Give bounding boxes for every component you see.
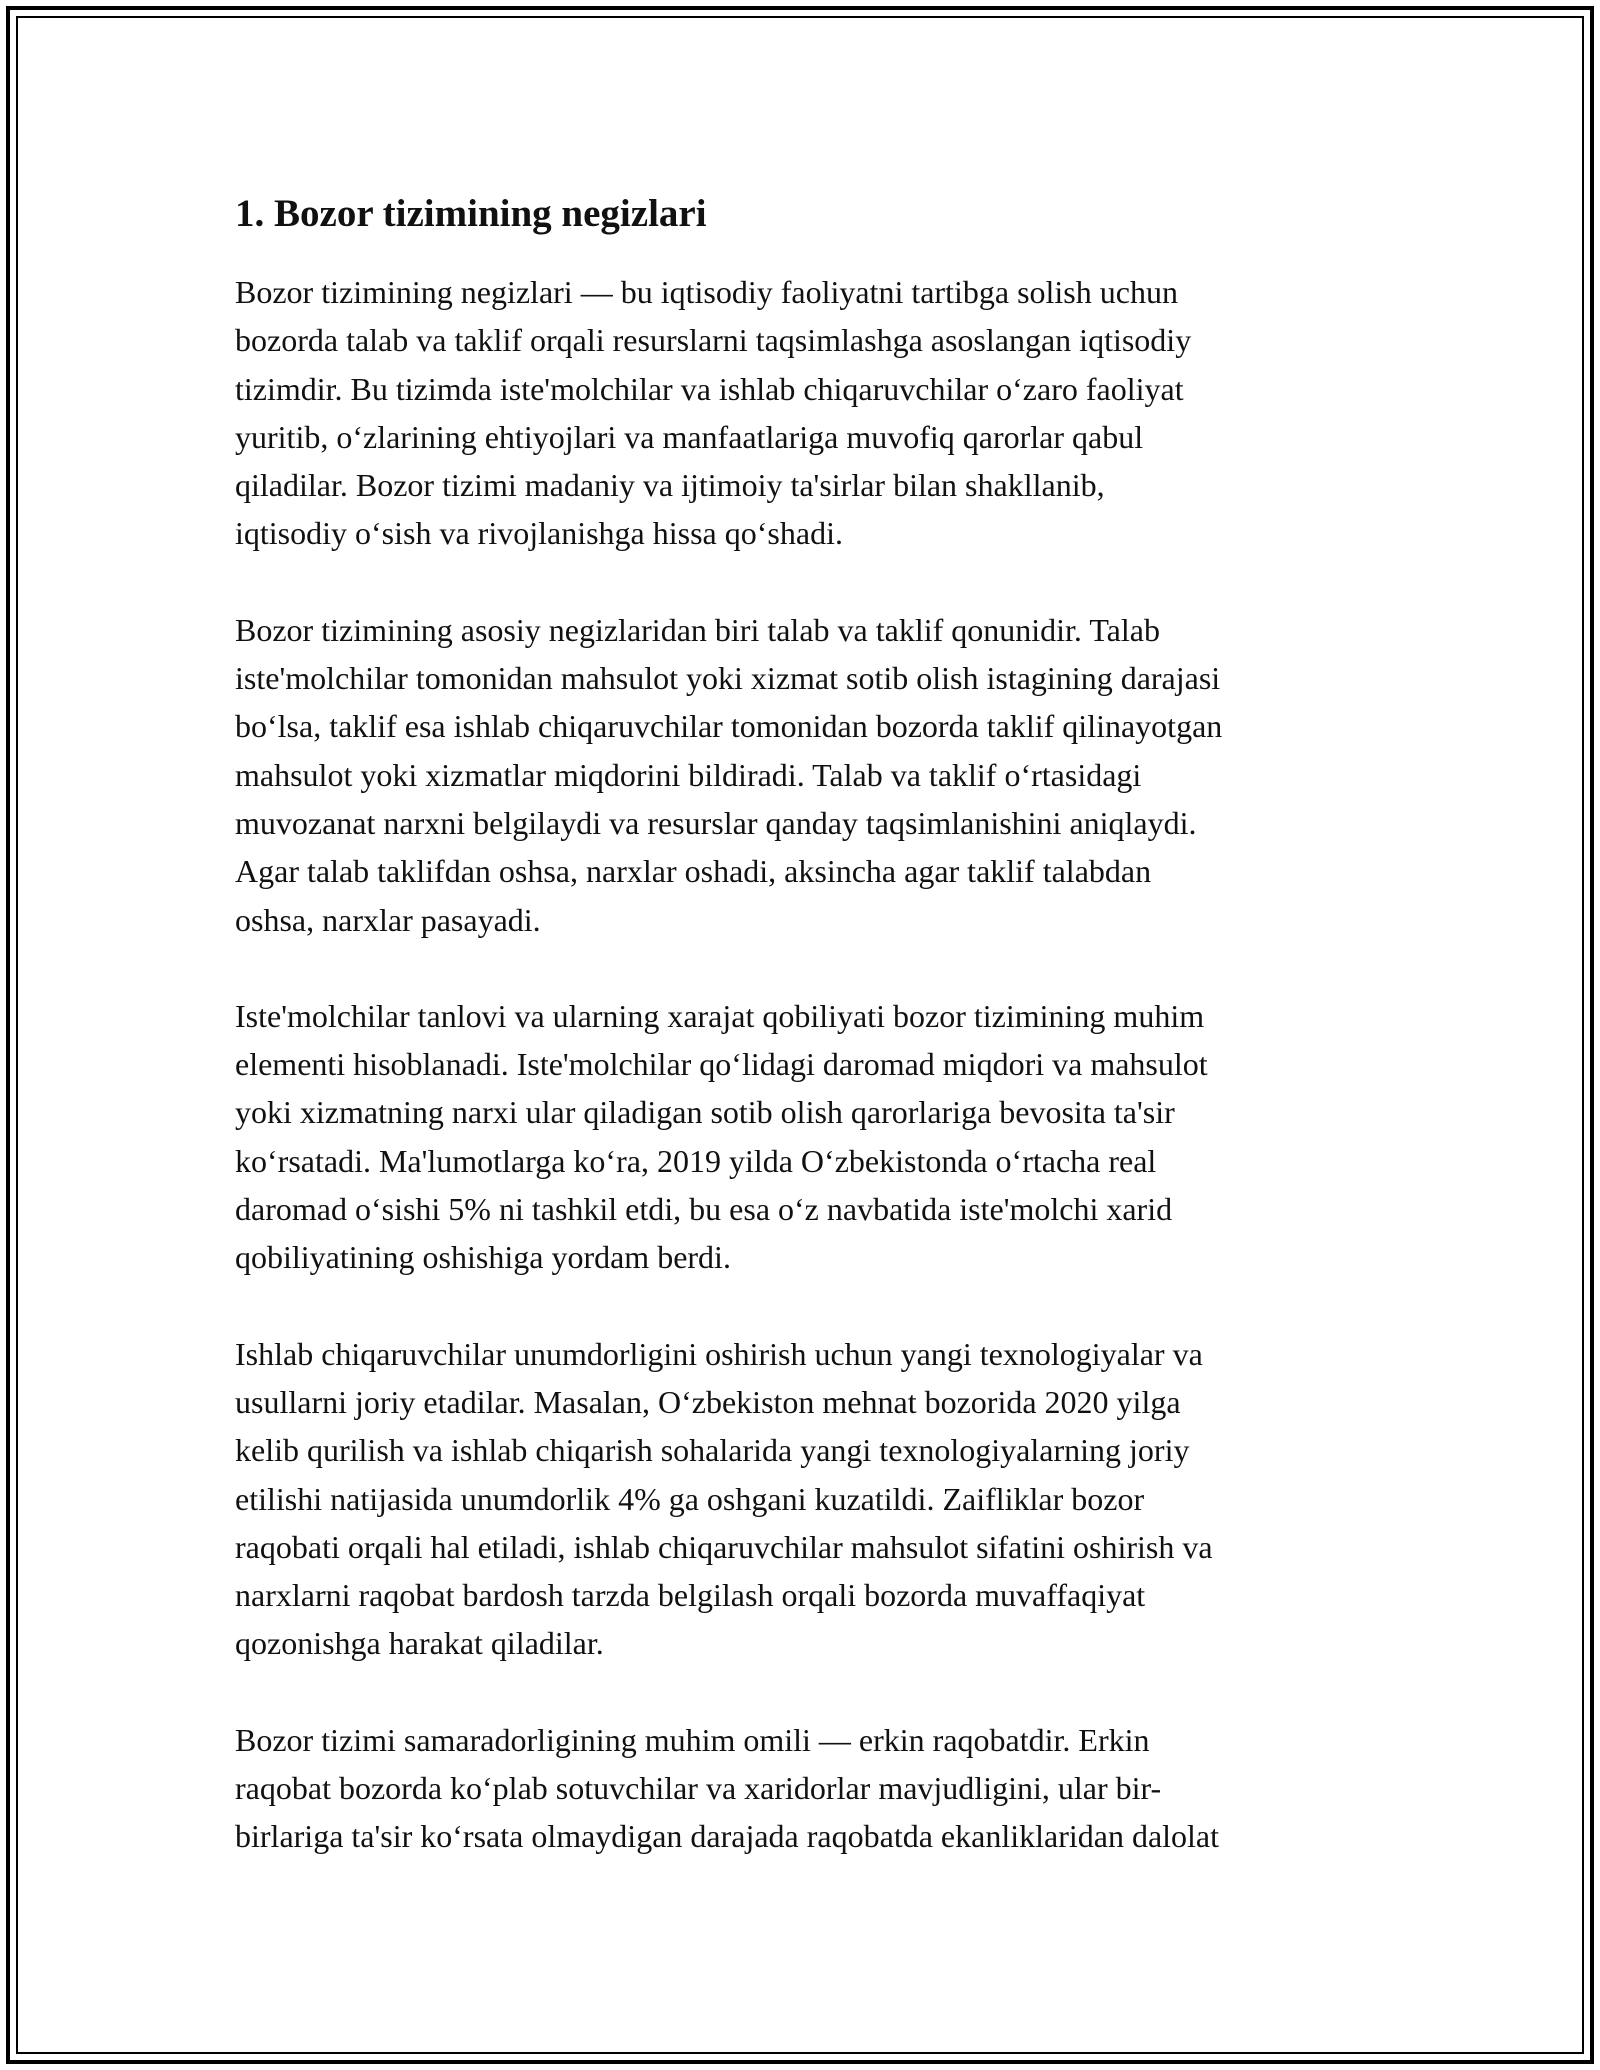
text-line: raqobati orqali hal etiladi, ishlab chiqaruvchilar mahsulot sifatini oshirish va (235, 1528, 1213, 1565)
paragraph-1 (235, 268, 1370, 558)
paragraph-3 (235, 992, 1370, 1282)
text-line: Bozor tizimining asosiy negizlaridan biri talab va taklif qonunidir. Talab (235, 611, 1160, 648)
text-line: Ishlab chiqaruvchilar unumdorligini oshirish uchun yangi texnologiyalar va (235, 1335, 1203, 1372)
text-line: qozonishga harakat qiladilar. (235, 1625, 604, 1662)
text-line: oshsa, narxlar pasayadi. (235, 901, 541, 938)
text-line: birlariga ta'sir ko‘rsata olmaydigan darajada raqobatda ekanliklaridan dalolat (235, 1818, 1220, 1855)
text-line: bo‘lsa, taklif esa ishlab chiqaruvchilar tomonidan bozorda taklif qilinayotgan (235, 708, 1223, 745)
text-line: elementi hisoblanadi. Iste'molchilar qo‘lidagi daromad miqdori va mahsulot (235, 1046, 1208, 1083)
text-line: tizimdir. Bu tizimda iste'molchilar va ishlab chiqaruvchilar o‘zaro faoliyat (235, 370, 1184, 407)
document-body (235, 186, 1370, 1909)
paragraph-5 (235, 1716, 1370, 1861)
section-heading: 1. Bozor tizimining negizlari (235, 192, 707, 235)
text-line: qiladilar. Bozor tizimi madaniy va ijtimoiy ta'sirlar bilan shakllanib, (235, 467, 1105, 504)
text-line: usullarni joriy etadilar. Masalan, O‘zbekiston mehnat bozorida 2020 yilga (235, 1383, 1181, 1420)
text-line: yuritib, o‘zlarining ehtiyojlari va manfaatlariga muvofiq qarorlar qabul (235, 418, 1144, 455)
text-line: etilishi natijasida unumdorlik 4% ga oshgani kuzatildi. Zaifliklar bozor (235, 1480, 1145, 1517)
text-line: yoki xizmatning narxi ular qiladigan sotib olish qarorlariga bevosita ta'sir (235, 1094, 1175, 1131)
paragraph-2 (235, 606, 1370, 944)
text-line: Bozor tizimining negizlari — bu iqtisodiy faoliyatni tartibga solish uchun (235, 274, 1178, 310)
text-line: iqtisodiy o‘sish va rivojlanishga hissa qo‘shadi. (235, 515, 843, 552)
paragraph-4 (235, 1330, 1370, 1668)
text-line: qobiliyatining oshishiga yordam berdi. (235, 1239, 731, 1276)
text-line: narxlarni raqobat bardosh tarzda belgilash orqali bozorda muvaffaqiyat (235, 1577, 1146, 1614)
text-line: bozorda talab va taklif orqali resurslarni taqsimlashga asoslangan iqtisodiy (235, 322, 1192, 359)
text-line: mahsulot yoki xizmatlar miqdorini bildiradi. Talab va taklif o‘rtasidagi (235, 756, 1142, 793)
text-line: daromad o‘sishi 5% ni tashkil etdi, bu esa o‘z navbatida iste'molchi xarid (235, 1191, 1173, 1228)
text-line: Bozor tizimi samaradorligining muhim omili — erkin raqobatdir. Erkin (235, 1721, 1150, 1758)
text-line: muvozanat narxni belgilaydi va resurslar qanday taqsimlanishini aniqlaydi. (235, 804, 1197, 841)
text-line: Iste'molchilar tanlovi va ularning xarajat qobiliyati bozor tizimining muhim (235, 997, 1205, 1034)
text-line: raqobat bozorda ko‘plab sotuvchilar va xaridorlar mavjudligini, ular bir- (235, 1770, 1162, 1807)
text-line: Agar talab taklifdan oshsa, narxlar oshadi, aksincha agar taklif talabdan (235, 853, 1152, 890)
text-line: ko‘rsatadi. Ma'lumotlarga ko‘ra, 2019 yilda O‘zbekistonda o‘rtacha real (235, 1142, 1157, 1179)
text-line: kelib qurilish va ishlab chiqarish sohalarida yangi texnologiyalarning joriy (235, 1432, 1190, 1469)
text-line: iste'molchilar tomonidan mahsulot yoki xizmat sotib olish istagining darajasi (235, 660, 1221, 697)
